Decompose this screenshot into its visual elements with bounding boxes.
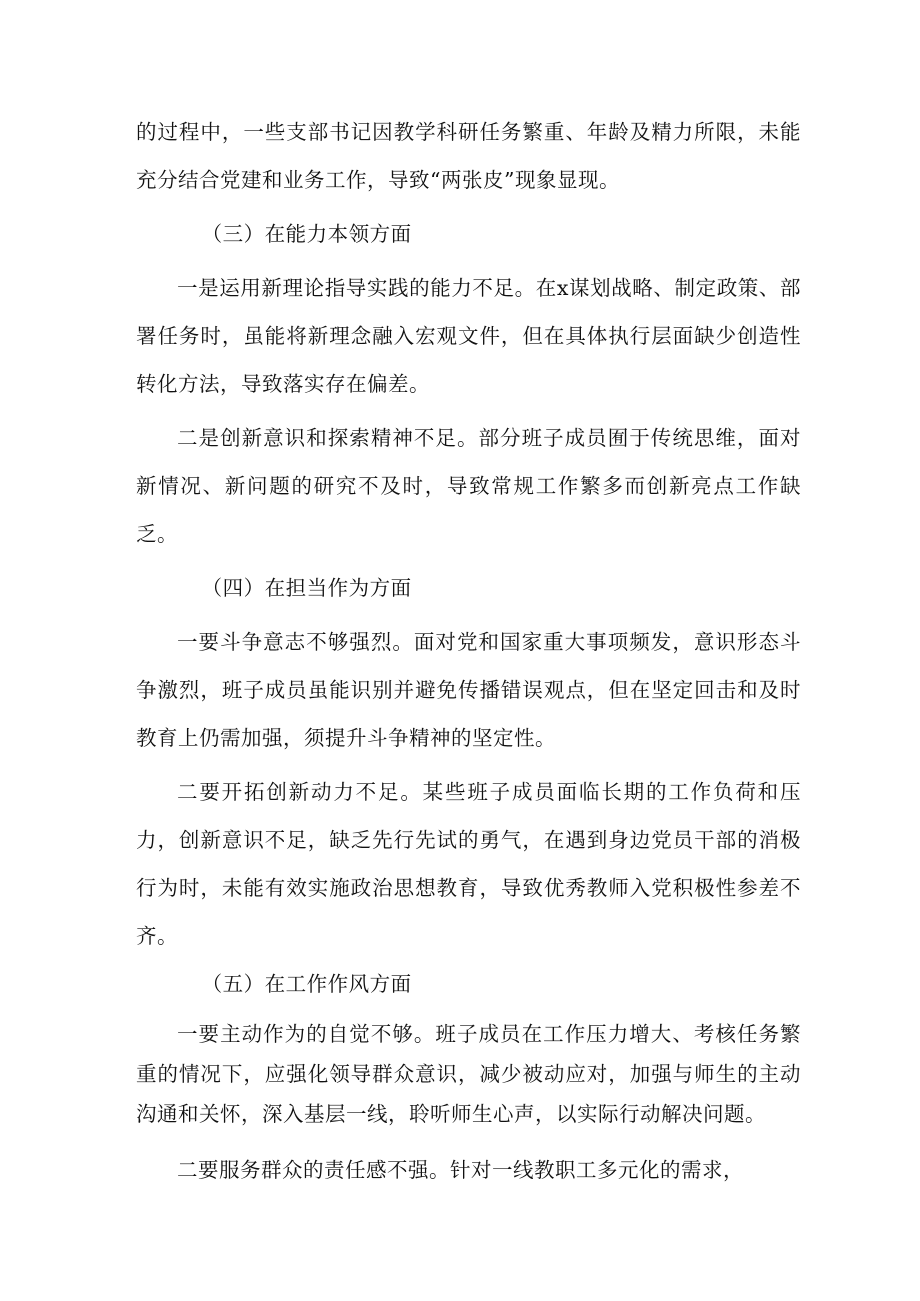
section-heading-3: （三）在能力本领方面 <box>201 222 412 246</box>
paragraph: 一是运用新理论指导实践的能力不足。在x谋划战略、制定政策、部署任务时，虽能将新理念融入宏观文件，但在具体执行层面缺少创造性转化方法，导致落实存在偏差。 <box>136 276 801 396</box>
paragraph: 一要斗争意志不够强烈。面对党和国家重大事项频发，意识形态斗争激烈，班子成员虽能识别并避免传播错误观点，但在坚定回击和及时教育上仍需加强，须提升斗争精神的坚定性。 <box>136 630 801 750</box>
section-heading-5: （五）在工作作风方面 <box>201 972 412 996</box>
document-body <box>136 108 801 1194</box>
section-heading-4: （四）在担当作为方面 <box>201 576 412 600</box>
paragraph: 二是创新意识和探索精神不足。部分班子成员囿于传统思维，面对新情况、新问题的研究不及时，导致常规工作繁多而创新亮点工作缺乏。 <box>136 426 801 546</box>
paragraph: 二要开拓创新动力不足。某些班子成员面临长期的工作负荷和压力，创新意识不足，缺乏先行先试的勇气，在遇到身边党员干部的消极行为时，未能有效实施政治思想教育，导致优秀教师入党积极性参差不齐。 <box>136 780 801 948</box>
paragraph: 二要服务群众的责任感不强。针对一线教职工多元化的需求， <box>177 1158 744 1182</box>
paragraph-continuation: 的过程中，一些支部书记因教学科研任务繁重、年龄及精力所限，未能充分结合党建和业务工作，导致“两张皮”现象显现。 <box>136 120 801 192</box>
paragraph: 一要主动作为的自觉不够。班子成员在工作压力增大、考核任务繁重的情况下，应强化领导群众意识，减少被动应对，加强与师生的主动沟通和关怀，深入基层一线，聆听师生心声，以实际行动解决问题。 <box>136 1022 801 1126</box>
